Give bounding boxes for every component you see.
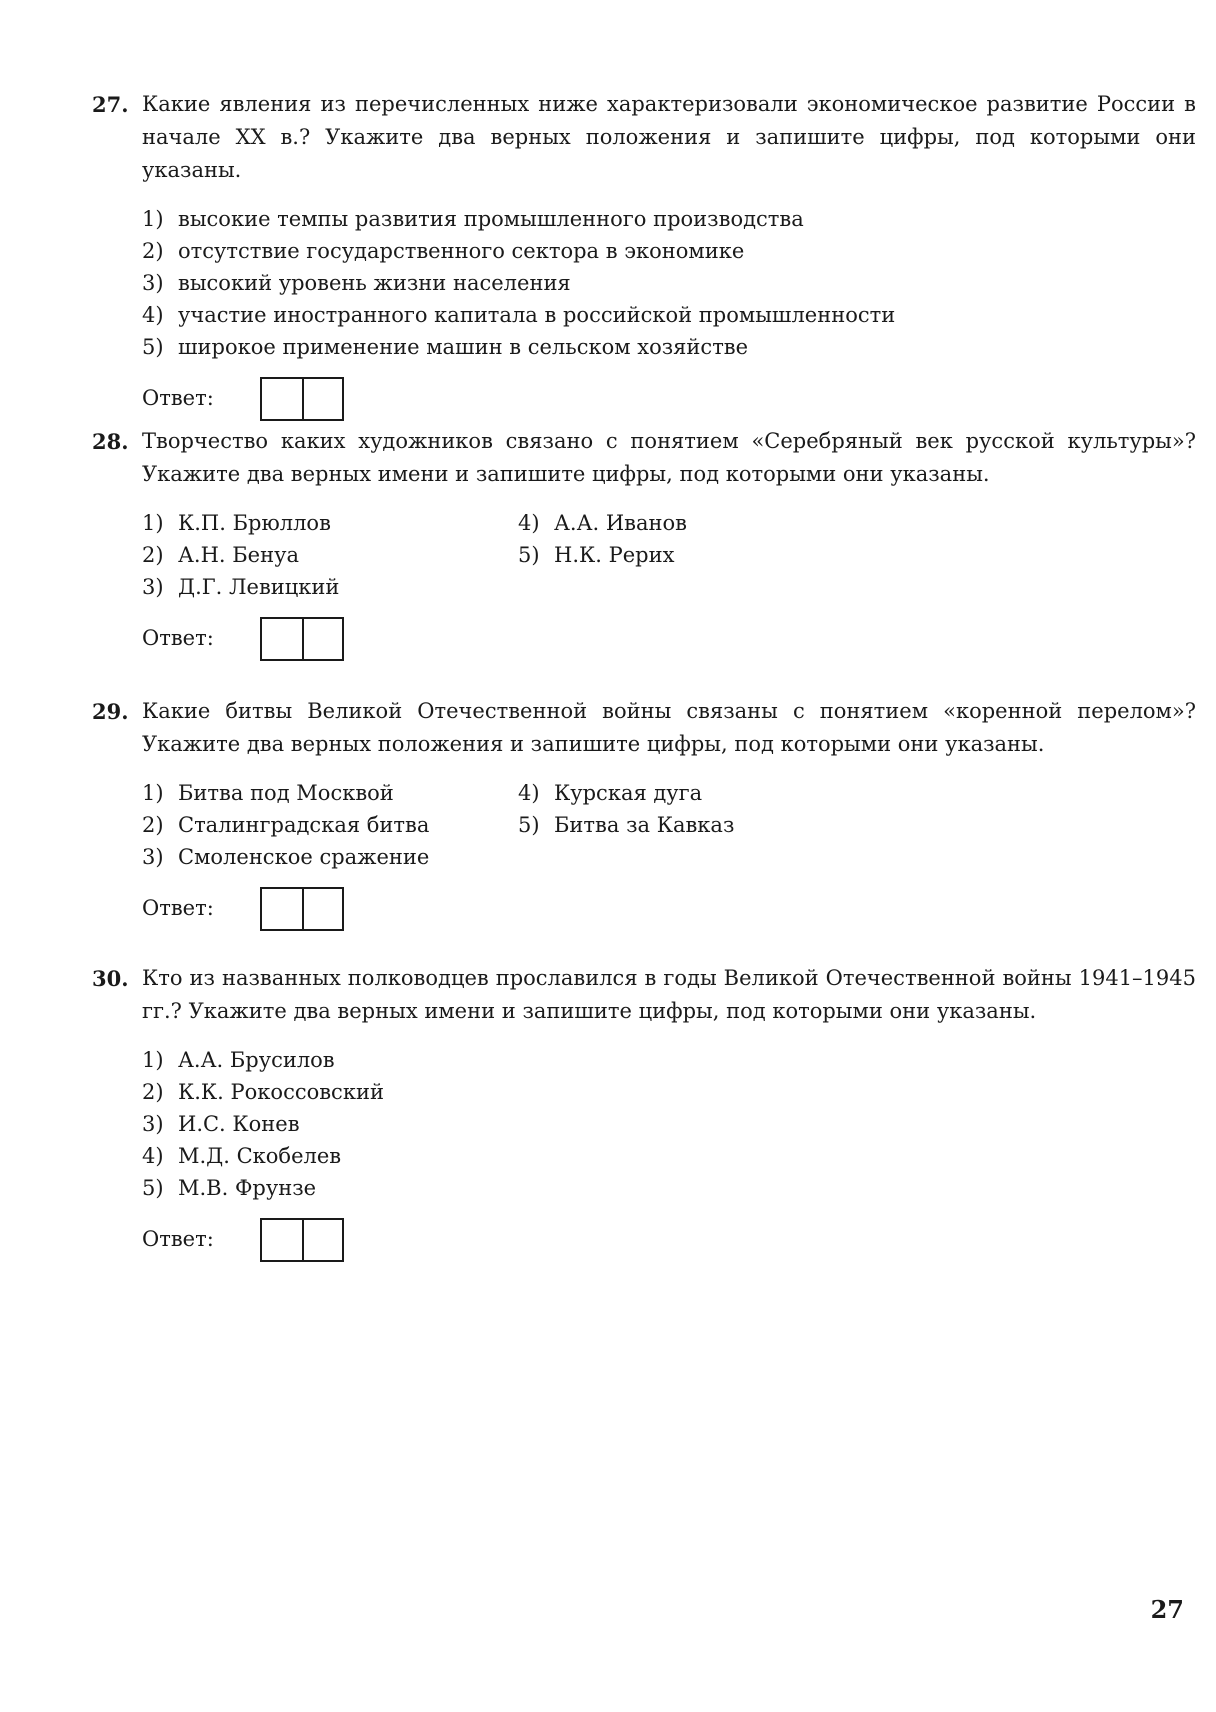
option-4: 4) участие иностранного капитала в российской промышленности <box>142 303 896 327</box>
option-5: 5) Н.К. Рерих <box>518 543 675 567</box>
option-1: 1) К.П. Брюллов <box>142 511 331 535</box>
answer-row <box>142 617 1196 663</box>
answer-label: Ответ: <box>142 896 214 920</box>
options-list <box>142 777 1196 873</box>
option-1: 1) А.А. Брусилов <box>142 1048 335 1072</box>
option-5: 5) М.В. Фрунзе <box>142 1176 317 1200</box>
option-5: 5) широкое применение машин в сельском хозяйстве <box>142 335 749 359</box>
question-number: 28. <box>92 429 129 454</box>
option-3: 3) высокий уровень жизни населения <box>142 271 571 295</box>
question-header <box>92 962 1196 1028</box>
option-4: 4) А.А. Иванов <box>518 511 687 535</box>
question-text: Какие битвы Великой Отечественной войны связаны с понятием «коренной перелом»? Укажите два верных положения и запишите цифры, под которыми они указаны. <box>142 699 1196 756</box>
answer-boxes[interactable] <box>260 377 344 421</box>
question-number: 30. <box>92 966 129 991</box>
question-text: Творчество каких художников связано с понятием «Серебряный век русской культуры»? Укажите два верных имени и запишите цифры, под которыми они указаны. <box>142 429 1196 486</box>
question-30 <box>92 962 1196 1264</box>
option-3: 3) Смоленское сражение <box>142 845 430 869</box>
option-4: 4) Курская дуга <box>518 781 703 805</box>
answer-boxes[interactable] <box>260 1218 344 1262</box>
options-list <box>142 1044 1196 1204</box>
question-number: 29. <box>92 699 129 724</box>
question-29 <box>92 695 1196 933</box>
option-4: 4) М.Д. Скобелев <box>142 1144 342 1168</box>
options-list <box>142 507 1196 603</box>
question-text: Какие явления из перечисленных ниже характеризовали экономическое развитие России в начале XX в.? Укажите два верных положения и запишите цифры, под которыми они указаны. <box>142 92 1196 182</box>
answer-row <box>142 377 1196 423</box>
page-number: 27 <box>1150 1595 1184 1624</box>
options-column-2 <box>518 777 734 841</box>
question-header <box>92 695 1196 761</box>
options-list <box>142 203 1196 363</box>
option-2: 2) К.К. Рокоссовский <box>142 1080 384 1104</box>
option-3: 3) И.С. Конев <box>142 1112 300 1136</box>
question-header <box>92 88 1196 187</box>
option-3: 3) Д.Г. Левицкий <box>142 575 340 599</box>
option-2: 2) Сталинградская битва <box>142 813 430 837</box>
question-28 <box>92 425 1196 663</box>
question-27 <box>92 88 1196 423</box>
answer-row <box>142 1218 1196 1264</box>
option-2: 2) отсутствие государственного сектора в экономике <box>142 239 745 263</box>
answer-boxes[interactable] <box>260 887 344 931</box>
answer-label: Ответ: <box>142 386 214 410</box>
option-2: 2) А.Н. Бенуа <box>142 543 299 567</box>
answer-label: Ответ: <box>142 1227 214 1251</box>
question-header <box>92 425 1196 491</box>
answer-label: Ответ: <box>142 626 214 650</box>
options-column-2 <box>518 507 687 571</box>
option-1: 1) Битва под Москвой <box>142 781 394 805</box>
option-1: 1) высокие темпы развития промышленного производства <box>142 207 804 231</box>
answer-boxes[interactable] <box>260 617 344 661</box>
answer-row <box>142 887 1196 933</box>
question-number: 27. <box>92 92 129 117</box>
question-text: Кто из названных полководцев прославился в годы Великой Отечественной войны 1941–1945 гг.? Укажите два верных имени и запишите цифры, под которыми они указаны. <box>142 966 1196 1023</box>
option-5: 5) Битва за Кавказ <box>518 813 735 837</box>
